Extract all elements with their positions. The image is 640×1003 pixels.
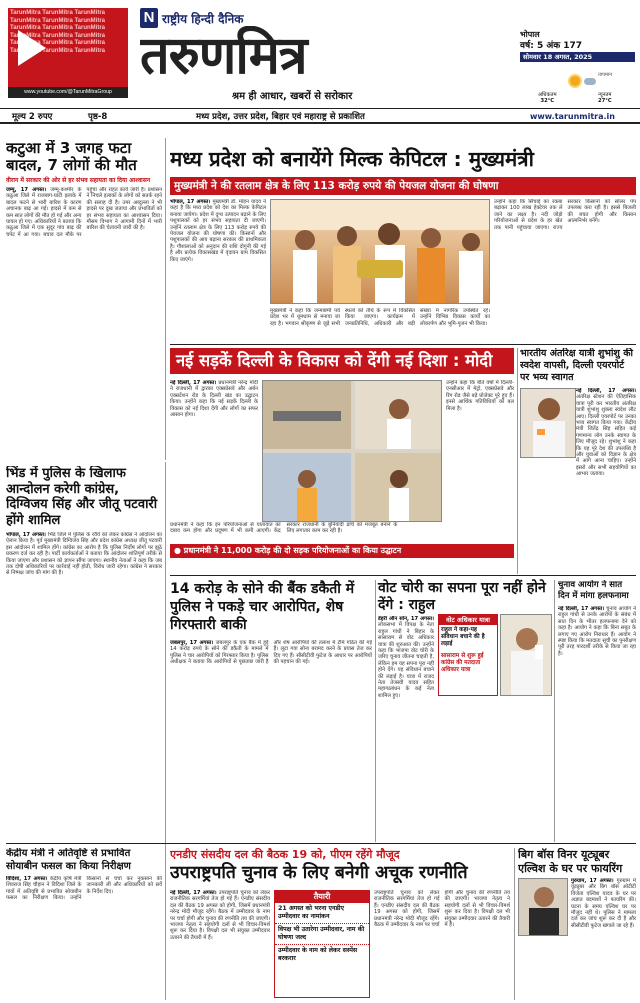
tagline-top: राष्ट्रीय हिन्दी दैनिक [162,12,244,26]
price-label: मूल्य 2 रुपए [12,112,53,122]
delhi-headline[interactable]: नई सड़कें दिल्ली के विकास को देंगी नई दिशा : मोदी [170,348,514,374]
caption-bullet-icon: ● [174,546,184,555]
edition-issue: वर्ष: 5 अंक 177 [520,41,583,51]
vote-headline[interactable]: वोट चोरी का सपना पूरा नहीं होने देंगे : राहुल [378,580,546,613]
edition-info [520,30,635,90]
vote-body-col1 [378,616,434,841]
edition-city: भोपाल [520,30,540,39]
story-kendriya [6,848,162,1000]
ec-text: चुनाव आयोग ने राहुल गांधी से उनके आरोपों के संबंध में सात दिन के भीतर हलफनामा देने को कहा है। आयोग ने कहा कि बिना सबूत के लगाए गए आरोप निराधार हैं। आयोग ने स्पष्ट किया कि मतदाता सूची का पुनरीक्षण पूरी तरह पारदर्शी तरीके से किया जा रहा है। [558,606,636,657]
delhi-body-text-1: प्रधानमंत्री नरेन्द्र मोदी ने राजधानी में द्वारका एक्सप्रेसवे और अर्बन एक्सटेंशन रोड के दिल्ली खंड का उद्घाटन किया। उन्होंने कहा कि नई सड़कें दिल्ली के विकास को नई दिशा देंगी और लोगों का सफर आसान होगा। [170,380,258,419]
elvish-figure [519,879,568,936]
vp-box-point-2: विपक्ष भी उतारेगा उम्मीदवार, नाम की घोषणा जल्द [275,924,369,945]
vp-body-col3 [374,890,510,1000]
logo-watermark-line: TarunMitra TarunMitra TarunMitra [10,17,106,24]
bigboss-body [571,878,636,973]
story-kathua-deck: वीरान में सरकार की ओर से हर संभव सहायता का दिया आश्वासन [6,177,151,184]
column-divider [375,580,376,842]
shubhanshu-dateline: नई दिल्ली, 17 अगस्त। [576,388,636,394]
delhi-caption [170,544,514,558]
section-divider [170,575,636,576]
delhi-body-col1 [170,380,258,518]
story-robbery [170,580,372,840]
vote-dateline: डेहरी ऑन सोन, 17 अगस्त। [378,616,434,622]
bigboss-photo[interactable] [518,878,568,936]
newspaper-title: तरुणमित्र [140,26,307,86]
lead-photo-figures [271,200,490,304]
robbery-body [170,640,372,810]
story-kathua-dateline: जम्मू, 17 अगस्त। [6,187,47,193]
bigboss-headline[interactable]: बिग बॉस विनर यूट्यूबर एल्विश के घर पर फायरिंग [518,848,623,875]
weather-min-value: 27°C [598,98,612,104]
story-kathua-headline[interactable]: कटुआ में 3 जगह फटा बादल, 7 लोगों की मौत [6,140,137,174]
delhi-photo-collage [263,381,442,522]
ec-body [558,606,636,806]
lead-headline[interactable]: मध्य प्रदेश को बनायेंगे मिल्क केपिटल : मुख्यमंत्री [170,147,534,171]
play-icon [18,30,46,66]
shubhanshu-text: अंतरिक्ष स्टेशन की ऐतिहासिक यात्रा पूरी कर भारतीय अंतरिक्ष यात्री शुभांशु शुक्ला स्वदेश लौट आए। दिल्ली एयरपोर्ट पर उनका भव्य स्वागत किया गया। केंद्रीय मंत्री जितेंद्र सिंह सहित कई गणमान्य लोग उनके स्वागत के लिए मौजूद रहे। शुभांशु ने कहा कि यह पूरे देश की उपलब्धि है और युवाओं को विज्ञान के क्षेत्र में आगे आना चाहिए। उन्होंने इसरो और सभी सहयोगियों का आभार जताया। [576,394,636,478]
lead-body-col-right [494,199,636,341]
vote-box-point-2: सासाराम से शुरू हुई कांग्रेस की मतदाता अधिकार यात्रा [441,652,484,674]
lead-body-bottom [270,308,490,342]
robbery-dateline: जबलपुर, 17 अगस्त। [170,640,214,646]
youtube-url[interactable]: www.youtube.com/@TarunMitraGroup [8,87,128,98]
ec-headline[interactable]: चुनाव आयोग ने सात दिन में मांगा हलफनामा [558,580,629,601]
vote-photo[interactable] [500,614,552,696]
lead-body-text-2: मुख्यमंत्री ने कहा कि जन्माष्टमी पर्व प्रदेश भर में धूमधाम से मनाया जा रहा है। भगवान श्रीकृष्ण से जुड़े सभी स्थलों को तीर्थ के रूप में विकसित किया जाएगा। कार्यक्रम में जनप्रतिनिधि, अधिकारी और बड़ी संख्या में नागरिक उपस्थित रहे। उन्होंने विभिन्न विकास कार्यों का लोकार्पण और भूमि-पूजन भी किया। [270,308,490,327]
story-bhind-text: भिंड जिले में पुलिस के रवैये को लेकर कांग्रेस ने आंदोलन का ऐलान किया है। पूर्व मुख्यमंत्री दिग्विजय सिंह और प्रदेश कांग्रेस अध्यक्ष जीतू पटवारी इस आंदोलन में शामिल होंगे। कांग्रेस का आरोप है कि पुलिस निर्दोष लोगों पर झूठे प्रकरण दर्ज कर रही है। पार्टी कार्यकर्ताओं ने बताया कि आंदोलन शांतिपूर्ण तरीके से किया जाएगा और प्रशासन को ज्ञापन सौंपा जाएगा। स्थानीय नेताओं ने कहा कि जब तक दोषी अधिकारियों पर कार्रवाई नहीं होती, विरोध जारी रहेगा। कांग्रेस ने सरकार से निष्पक्ष जांच की मांग की है। [6,532,162,577]
vp-text-continued: उपराष्ट्रपति चुनाव को लेकर राजनीतिक सरगर्मियां तेज हो गई हैं। एनडीए संसदीय दल की बैठक 19 अगस्त को होगी, जिसमें प्रधानमंत्री नरेन्द्र मोदी मौजूद रहेंगे। बैठक में उम्मीदवार के नाम पर चर्चा होगी और चुनाव की रणनीति तय की जाएगी। भाजपा नेतृत्व ने सहयोगी दलों से भी विचार-विमर्श शुरू कर दिया है। विपक्षी दल भी संयुक्त उम्मीदवार उतारने की तैयारी में हैं। [374,890,510,929]
lead-body-text-3: उन्होंने कहा कि सिंचाई का रकबा बढ़ाकर 100 लाख हेक्टेयर तक ले जाने का लक्ष्य है। नदी जोड़ो परियोजनाओं से प्रदेश के हर खेत तक पानी पहुंचाया जाएगा। राज्य सरकार किसानों को सोलर पंप उपलब्ध करा रही है। इससे बिजली की बचत होगी और किसान आत्मनिर्भर बनेंगे। [494,199,636,231]
vp-body-col1 [170,890,270,1000]
logo-watermark-line: TarunMitra TarunMitra TarunMitra [10,25,106,31]
lead-photo[interactable] [270,199,490,304]
vp-box-point-1: 21 अगस्त को भरना एनडीए उम्मीदवार का नामांकन [275,903,369,924]
sun-icon [570,76,580,86]
rahul-figure [501,615,552,696]
vote-box [438,614,498,696]
lead-body-col1 [170,199,266,341]
lead-banner[interactable]: मुख्यमंत्री ने की रतलाम क्षेत्र के लिए 113 करोड़ रुपये की पेयजल योजना की घोषणा [170,177,636,195]
weather-max-label: अधिकतम [538,92,557,98]
slogan: श्रम ही आधार, खबरों से सरोकार [232,91,353,102]
masthead [0,0,640,108]
column-divider [165,848,166,1000]
column-divider [554,580,555,842]
weather-min [598,92,612,104]
weather-max [538,92,557,104]
lead-body-text-1: मुख्यमंत्री डॉ. मोहन यादव ने कहा है कि मध्य प्रदेश को देश का मिल्क केपिटल बनाया जायेगा। प्रदेश में दुग्ध उत्पादन बढ़ाने के लिए पशुपालकों को हर संभव सहायता दी जाएगी। उन्होंने रतलाम क्षेत्र के लिए 113 करोड़ रुपये की पेयजल योजना की घोषणा की। किसानों और पशुपालकों की आय बढ़ाना सरकार की प्राथमिकता है। गौशालाओं को अनुदान की राशि दोगुनी की गई है और प्रत्येक विकासखंड में वृंदावन ग्राम विकसित किए जाएंगे। [170,199,266,263]
vp-box-point-3: उम्मीदवार के नाम को लेकर सस्पेंस बरकरार [278,947,358,962]
website-link[interactable]: www.tarunmitra.in [530,112,615,121]
masthead-n-logo-icon: N [140,8,158,28]
column-divider [165,138,166,460]
delhi-caption-text: प्रधानमंत्री ने 11,000 करोड़ की दो सड़क परियोजनाओं का किया उद्घाटन [183,546,402,555]
delhi-body-text-2: प्रधानमंत्री ने कहा कि इन परियोजनाओं से यातायात का दबाव कम होगा और प्रदूषण में भी कमी आएगी। केंद्र सरकार राजधानी के बुनियादी ढांचे को मजबूत बनाने के लिए लगातार काम कर रही है। [170,522,398,535]
section-divider [170,344,636,345]
weather-max-value: 32°C [540,98,555,104]
section-divider [6,843,636,844]
vote-box-title: वोट अधिकार यात्रा [439,615,497,625]
bigboss-text: गुरुग्राम में यूट्यूबर और बिग बॉस ओटीटी विजेता एल्विश यादव के घर पर अज्ञात बदमाशों ने फायरिंग की। घटना के समय एल्विश घर पर मौजूद नहीं थे। पुलिस ने मामला दर्ज कर जांच शुरू कर दी है और सीसीटीवी फुटेज खंगाले जा रहे हैं। [571,878,636,929]
kendriya-headline[interactable]: केंद्रीय मंत्री ने अतिवृष्टि से प्रभावित सोयाबीन फसल का किया निरीक्षण [6,848,131,872]
story-bhind-dateline: भोपाल, 17 अगस्त। [6,532,46,538]
delhi-photo[interactable] [262,380,442,522]
weather-label: तापमान [598,72,613,78]
delhi-body-bottom [170,522,514,542]
vp-kicker: एनडीए संसदीय दल की बैठक 19 को, पीएम रहेंगे मौजूद [170,848,400,861]
vp-box [274,890,370,998]
story-bigboss [518,848,636,1000]
kendriya-body [6,876,162,976]
story-kathua-text: जम्मू-कश्मीर के कठुआ जिले में राजबाग-घाटी इलाके में बादल फटने से भारी बारिश के कारण अचानक बाढ़ आ गई। हादसे में कम से कम सात लोगों की मौत हो गई और अन्य घायल हो गए। अधिकारियों ने बताया कि कठुआ जिले में एक सुदूर गांव बाढ़ की चपेट में आ गया। बचाव दल मौके पर पहुंचा और राहत कार्य जारी है। प्रशासन ने निचले इलाकों के लोगों को सतर्क रहने की सलाह दी है। उमर अब्दुल्ला ने भी हादसे पर दुख जताया और प्रभावितों को हर संभव सहायता का आश्वासन दिया। मौसम विभाग ने आगामी दिनों में भारी बारिश की चेतावनी जारी की है। [6,187,162,238]
vp-dateline: नई दिल्ली, 17 अगस्त। [170,890,217,896]
weather-min-label: न्यूनतम [598,92,612,98]
story-shubhanshu [520,348,636,574]
logo-watermark-line: TarunMitra TarunMitra TarunMitra [10,40,106,46]
delhi-body-col3 [446,380,514,518]
story-kathua-body [6,187,162,455]
astronaut-figure [521,389,576,458]
cloud-icon [584,78,596,85]
story-bhind-headline[interactable]: भिंड में पुलिस के खिलाफ आन्दोलन करेगी कांग्रेस, दिग्विजय सिंह और जीतू पटवारी होंगे शामिल [6,466,158,528]
edition-date: सोमवार 18 अगस्त, 2025 [520,52,635,62]
delhi-dateline: नई दिल्ली, 17 अगस्त। [170,380,217,386]
logo-watermark-line: TarunMitra TarunMitra TarunMitra [10,32,106,39]
robbery-headline[interactable]: 14 करोड़ के सोने की बैंक डकैती में पुलिस ने पकड़े चार आरोपित, शेष गिरफ्तारी बाकी [170,581,355,633]
story-kathua [6,140,162,458]
info-strip [0,108,640,124]
kendriya-dateline: विदिशा, 17 अगस्त। [6,876,48,882]
bigboss-dateline: गुरुग्राम, 17 अगस्त। [571,878,614,884]
logo-watermark-line: TarunMitra TarunMitra TarunMitra [10,47,106,54]
delhi-body-text-3: उन्होंने कहा कि बीते वर्षों में दिल्ली-एनसीआर में मेट्रो, एक्सप्रेसवे और रिंग रोड जैसे बड़े प्रोजेक्ट पूरे हुए हैं। इनसे आर्थिक गतिविधियों को बल मिला है। [446,380,514,412]
vp-text: उपराष्ट्रपति चुनाव को लेकर राजनीतिक सरगर्मियां तेज हो गई हैं। एनडीए संसदीय दल की बैठक 19 अगस्त को होगी, जिसमें प्रधानमंत्री नरेन्द्र मोदी मौजूद रहेंगे। बैठक में उम्मीदवार के नाम पर चर्चा होगी और चुनाव की रणनीति तय की जाएगी। भाजपा नेतृत्व ने सहयोगी दलों से भी विचार-विमर्श शुरू कर दिया है। विपक्षी दल भी संयुक्त उम्मीदवार उतारने की तैयारी में हैं। [170,890,270,941]
published-in: मध्य प्रदेश, उत्तर प्रदेश, बिहार एवं महाराष्ट्र से प्रकाशित [196,112,365,122]
lead-dateline: भोपाल, 17 अगस्त। [170,199,211,205]
kendriya-text: केंद्रीय कृषि मंत्री शिवराज सिंह चौहान ने विदिशा जिले के गांवों में अतिवृष्टि से प्रभावित सोयाबीन फसल का निरीक्षण किया। उन्होंने किसानों से चर्चा कर नुकसान की जानकारी ली और अधिकारियों को सर्वे के निर्देश दिए। [6,876,162,902]
vp-headline[interactable]: उपराष्ट्रपति चुनाव के लिए बनेगी अचूक रणनीति [170,863,468,883]
shubhanshu-body [576,388,636,558]
logo-box[interactable] [8,8,128,98]
column-divider [514,848,515,1000]
column-divider [517,348,518,574]
ec-dateline: नई दिल्ली, 17 अगस्त। [558,606,605,612]
vote-text: लोकसभा में विपक्ष के नेता राहुल गांधी ने बिहार के सासाराम से वोट अधिकार यात्रा की शुरुआत की। उन्होंने कहा कि भाजपा वोट चोरी के जरिए चुनाव जीतना चाहती है, लेकिन हम यह सपना पूरा नहीं होने देंगे। यह संविधान बचाने की लड़ाई है। यात्रा में राजद नेता तेजस्वी यादव सहित महागठबंधन के कई नेता शामिल हुए। [378,622,434,699]
logo-watermark-line: TarunMitra TarunMitra TarunMitra [10,10,106,16]
shubhanshu-headline[interactable]: भारतीय अंतरिक्ष यात्री शुभांशु की स्वदेश वापसी, दिल्ली एयरपोर्ट पर भव्य स्वागत [520,348,633,383]
shubhanshu-photo[interactable] [520,388,576,458]
vote-box-point-1: राहुल ने कहा-यह संविधान बचाने की है लड़ाई [441,627,485,648]
vp-box-title: तैयारी [275,891,369,903]
pages-label: पृष्ठ-8 [88,112,108,122]
story-ec [558,580,636,842]
robbery-text: जबलपुर के एक बैंक में हुई 14 करोड़ रुपये के सोने की डकैती के मामले में पुलिस ने चार आरोपियों को गिरफ्तार किया है। पुलिस अधीक्षक ने बताया कि आरोपियों से पूछताछ जारी है और शेष आरोपियों की तलाश में टीमें गठित की गई हैं। लूटा गया सोना बरामद करने के प्रयास तेज कर दिए गए हैं। सीसीटीवी फुटेज के आधार पर आरोपियों की पहचान की गई। [170,640,372,666]
